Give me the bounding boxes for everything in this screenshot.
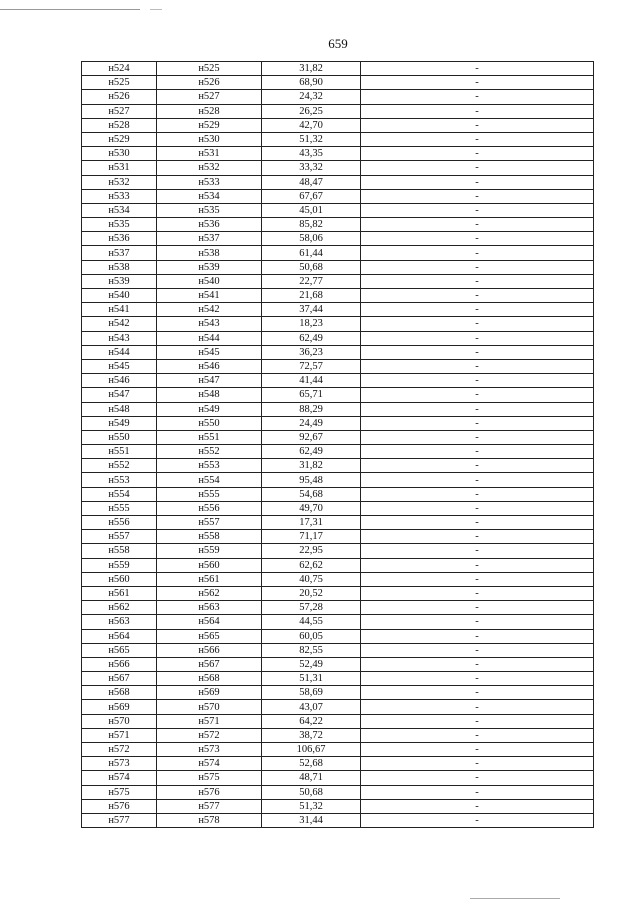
note-cell: - bbox=[361, 686, 594, 700]
note-cell: - bbox=[361, 331, 594, 345]
to-point-cell: н531 bbox=[157, 147, 262, 161]
to-point-cell: н536 bbox=[157, 218, 262, 232]
from-point-cell: н557 bbox=[82, 530, 157, 544]
to-point-cell: н556 bbox=[157, 501, 262, 515]
from-point-cell: н572 bbox=[82, 743, 157, 757]
to-point-cell: н569 bbox=[157, 686, 262, 700]
note-cell: - bbox=[361, 473, 594, 487]
table-row bbox=[82, 388, 594, 402]
to-point-cell: н545 bbox=[157, 345, 262, 359]
note-cell: - bbox=[361, 813, 594, 827]
table-row bbox=[82, 487, 594, 501]
length-cell: 36,23 bbox=[262, 345, 361, 359]
to-point-cell: н557 bbox=[157, 516, 262, 530]
length-cell: 51,31 bbox=[262, 672, 361, 686]
from-point-cell: н569 bbox=[82, 700, 157, 714]
table-row bbox=[82, 445, 594, 459]
table-row bbox=[82, 657, 594, 671]
to-point-cell: н571 bbox=[157, 714, 262, 728]
length-cell: 21,68 bbox=[262, 289, 361, 303]
from-point-cell: н548 bbox=[82, 402, 157, 416]
to-point-cell: н558 bbox=[157, 530, 262, 544]
to-point-cell: н552 bbox=[157, 445, 262, 459]
scan-edge-line-bottom bbox=[470, 898, 560, 899]
table-row bbox=[82, 317, 594, 331]
from-point-cell: н576 bbox=[82, 799, 157, 813]
length-cell: 49,70 bbox=[262, 501, 361, 515]
note-cell: - bbox=[361, 218, 594, 232]
length-cell: 92,67 bbox=[262, 430, 361, 444]
length-cell: 60,05 bbox=[262, 629, 361, 643]
to-point-cell: н534 bbox=[157, 189, 262, 203]
to-point-cell: н539 bbox=[157, 260, 262, 274]
from-point-cell: н563 bbox=[82, 615, 157, 629]
length-cell: 51,32 bbox=[262, 799, 361, 813]
from-point-cell: н562 bbox=[82, 601, 157, 615]
length-cell: 43,35 bbox=[262, 147, 361, 161]
to-point-cell: н568 bbox=[157, 672, 262, 686]
length-cell: 48,71 bbox=[262, 771, 361, 785]
table-row bbox=[82, 714, 594, 728]
length-cell: 20,52 bbox=[262, 586, 361, 600]
length-cell: 82,55 bbox=[262, 643, 361, 657]
from-point-cell: н527 bbox=[82, 104, 157, 118]
length-cell: 52,49 bbox=[262, 657, 361, 671]
from-point-cell: н566 bbox=[82, 657, 157, 671]
note-cell: - bbox=[361, 558, 594, 572]
note-cell: - bbox=[361, 274, 594, 288]
table-row bbox=[82, 728, 594, 742]
note-cell: - bbox=[361, 132, 594, 146]
length-cell: 22,95 bbox=[262, 544, 361, 558]
table-row bbox=[82, 473, 594, 487]
from-point-cell: н546 bbox=[82, 374, 157, 388]
to-point-cell: н533 bbox=[157, 175, 262, 189]
length-cell: 48,47 bbox=[262, 175, 361, 189]
to-point-cell: н548 bbox=[157, 388, 262, 402]
to-point-cell: н543 bbox=[157, 317, 262, 331]
note-cell: - bbox=[361, 62, 594, 76]
note-cell: - bbox=[361, 246, 594, 260]
from-point-cell: н547 bbox=[82, 388, 157, 402]
scan-edge-line-top-fragment bbox=[150, 9, 162, 10]
from-point-cell: н553 bbox=[82, 473, 157, 487]
length-cell: 33,32 bbox=[262, 161, 361, 175]
length-cell: 54,68 bbox=[262, 487, 361, 501]
table-row bbox=[82, 686, 594, 700]
to-point-cell: н540 bbox=[157, 274, 262, 288]
note-cell: - bbox=[361, 260, 594, 274]
table-row bbox=[82, 601, 594, 615]
note-cell: - bbox=[361, 161, 594, 175]
note-cell: - bbox=[361, 586, 594, 600]
length-cell: 37,44 bbox=[262, 303, 361, 317]
note-cell: - bbox=[361, 189, 594, 203]
table-row bbox=[82, 118, 594, 132]
note-cell: - bbox=[361, 516, 594, 530]
to-point-cell: н559 bbox=[157, 544, 262, 558]
from-point-cell: н531 bbox=[82, 161, 157, 175]
length-cell: 43,07 bbox=[262, 700, 361, 714]
from-point-cell: н573 bbox=[82, 757, 157, 771]
to-point-cell: н553 bbox=[157, 459, 262, 473]
length-cell: 17,31 bbox=[262, 516, 361, 530]
to-point-cell: н542 bbox=[157, 303, 262, 317]
table-row bbox=[82, 359, 594, 373]
table-row bbox=[82, 430, 594, 444]
from-point-cell: н529 bbox=[82, 132, 157, 146]
table-row bbox=[82, 289, 594, 303]
to-point-cell: н575 bbox=[157, 771, 262, 785]
length-cell: 64,22 bbox=[262, 714, 361, 728]
note-cell: - bbox=[361, 700, 594, 714]
from-point-cell: н539 bbox=[82, 274, 157, 288]
length-cell: 24,32 bbox=[262, 90, 361, 104]
length-cell: 18,23 bbox=[262, 317, 361, 331]
from-point-cell: н543 bbox=[82, 331, 157, 345]
length-cell: 50,68 bbox=[262, 785, 361, 799]
table-row bbox=[82, 104, 594, 118]
table-row bbox=[82, 643, 594, 657]
from-point-cell: н561 bbox=[82, 586, 157, 600]
from-point-cell: н525 bbox=[82, 76, 157, 90]
from-point-cell: н570 bbox=[82, 714, 157, 728]
table-row bbox=[82, 516, 594, 530]
length-cell: 57,28 bbox=[262, 601, 361, 615]
note-cell: - bbox=[361, 359, 594, 373]
from-point-cell: н571 bbox=[82, 728, 157, 742]
to-point-cell: н547 bbox=[157, 374, 262, 388]
note-cell: - bbox=[361, 118, 594, 132]
from-point-cell: н537 bbox=[82, 246, 157, 260]
note-cell: - bbox=[361, 90, 594, 104]
note-cell: - bbox=[361, 289, 594, 303]
table-row bbox=[82, 558, 594, 572]
length-cell: 61,44 bbox=[262, 246, 361, 260]
from-point-cell: н567 bbox=[82, 672, 157, 686]
from-point-cell: н533 bbox=[82, 189, 157, 203]
to-point-cell: н546 bbox=[157, 359, 262, 373]
table-row bbox=[82, 132, 594, 146]
from-point-cell: н577 bbox=[82, 813, 157, 827]
table-row bbox=[82, 416, 594, 430]
length-cell: 42,70 bbox=[262, 118, 361, 132]
to-point-cell: н544 bbox=[157, 331, 262, 345]
length-cell: 65,71 bbox=[262, 388, 361, 402]
to-point-cell: н537 bbox=[157, 232, 262, 246]
to-point-cell: н574 bbox=[157, 757, 262, 771]
to-point-cell: н572 bbox=[157, 728, 262, 742]
to-point-cell: н529 bbox=[157, 118, 262, 132]
length-cell: 40,75 bbox=[262, 572, 361, 586]
length-cell: 106,67 bbox=[262, 743, 361, 757]
from-point-cell: н538 bbox=[82, 260, 157, 274]
table-row bbox=[82, 175, 594, 189]
table-row bbox=[82, 771, 594, 785]
from-point-cell: н554 bbox=[82, 487, 157, 501]
length-cell: 58,06 bbox=[262, 232, 361, 246]
table-row bbox=[82, 203, 594, 217]
from-point-cell: н575 bbox=[82, 785, 157, 799]
from-point-cell: н540 bbox=[82, 289, 157, 303]
to-point-cell: н551 bbox=[157, 430, 262, 444]
note-cell: - bbox=[361, 459, 594, 473]
length-cell: 72,57 bbox=[262, 359, 361, 373]
length-cell: 44,55 bbox=[262, 615, 361, 629]
to-point-cell: н527 bbox=[157, 90, 262, 104]
note-cell: - bbox=[361, 615, 594, 629]
from-point-cell: н552 bbox=[82, 459, 157, 473]
note-cell: - bbox=[361, 175, 594, 189]
table-row bbox=[82, 672, 594, 686]
table-row bbox=[82, 743, 594, 757]
note-cell: - bbox=[361, 601, 594, 615]
note-cell: - bbox=[361, 530, 594, 544]
length-cell: 31,82 bbox=[262, 459, 361, 473]
from-point-cell: н568 bbox=[82, 686, 157, 700]
table-row bbox=[82, 572, 594, 586]
note-cell: - bbox=[361, 672, 594, 686]
to-point-cell: н541 bbox=[157, 289, 262, 303]
note-cell: - bbox=[361, 303, 594, 317]
table-row bbox=[82, 147, 594, 161]
table-row bbox=[82, 161, 594, 175]
table-row bbox=[82, 586, 594, 600]
to-point-cell: н560 bbox=[157, 558, 262, 572]
table-row bbox=[82, 785, 594, 799]
to-point-cell: н562 bbox=[157, 586, 262, 600]
to-point-cell: н561 bbox=[157, 572, 262, 586]
table-row bbox=[82, 76, 594, 90]
length-cell: 22,77 bbox=[262, 274, 361, 288]
length-cell: 95,48 bbox=[262, 473, 361, 487]
to-point-cell: н570 bbox=[157, 700, 262, 714]
note-cell: - bbox=[361, 76, 594, 90]
to-point-cell: н550 bbox=[157, 416, 262, 430]
length-cell: 24,49 bbox=[262, 416, 361, 430]
to-point-cell: н525 bbox=[157, 62, 262, 76]
note-cell: - bbox=[361, 544, 594, 558]
table-row bbox=[82, 189, 594, 203]
length-cell: 45,01 bbox=[262, 203, 361, 217]
to-point-cell: н526 bbox=[157, 76, 262, 90]
to-point-cell: н532 bbox=[157, 161, 262, 175]
from-point-cell: н556 bbox=[82, 516, 157, 530]
from-point-cell: н535 bbox=[82, 218, 157, 232]
note-cell: - bbox=[361, 657, 594, 671]
note-cell: - bbox=[361, 728, 594, 742]
length-cell: 51,32 bbox=[262, 132, 361, 146]
length-cell: 71,17 bbox=[262, 530, 361, 544]
note-cell: - bbox=[361, 487, 594, 501]
to-point-cell: н564 bbox=[157, 615, 262, 629]
from-point-cell: н560 bbox=[82, 572, 157, 586]
note-cell: - bbox=[361, 203, 594, 217]
note-cell: - bbox=[361, 445, 594, 459]
from-point-cell: н544 bbox=[82, 345, 157, 359]
length-cell: 52,68 bbox=[262, 757, 361, 771]
scan-edge-line-top bbox=[0, 9, 140, 10]
table-row bbox=[82, 799, 594, 813]
to-point-cell: н530 bbox=[157, 132, 262, 146]
length-cell: 88,29 bbox=[262, 402, 361, 416]
note-cell: - bbox=[361, 317, 594, 331]
table-row bbox=[82, 813, 594, 827]
from-point-cell: н574 bbox=[82, 771, 157, 785]
note-cell: - bbox=[361, 501, 594, 515]
length-cell: 26,25 bbox=[262, 104, 361, 118]
to-point-cell: н567 bbox=[157, 657, 262, 671]
from-point-cell: н542 bbox=[82, 317, 157, 331]
note-cell: - bbox=[361, 232, 594, 246]
from-point-cell: н550 bbox=[82, 430, 157, 444]
from-point-cell: н564 bbox=[82, 629, 157, 643]
from-point-cell: н526 bbox=[82, 90, 157, 104]
from-point-cell: н530 bbox=[82, 147, 157, 161]
note-cell: - bbox=[361, 374, 594, 388]
table-row bbox=[82, 544, 594, 558]
length-cell: 68,90 bbox=[262, 76, 361, 90]
to-point-cell: н549 bbox=[157, 402, 262, 416]
table-row bbox=[82, 274, 594, 288]
note-cell: - bbox=[361, 785, 594, 799]
table-row bbox=[82, 331, 594, 345]
length-cell: 85,82 bbox=[262, 218, 361, 232]
from-point-cell: н532 bbox=[82, 175, 157, 189]
note-cell: - bbox=[361, 714, 594, 728]
length-cell: 62,62 bbox=[262, 558, 361, 572]
table-row bbox=[82, 303, 594, 317]
note-cell: - bbox=[361, 147, 594, 161]
table-row bbox=[82, 90, 594, 104]
note-cell: - bbox=[361, 430, 594, 444]
table-row bbox=[82, 629, 594, 643]
from-point-cell: н541 bbox=[82, 303, 157, 317]
to-point-cell: н535 bbox=[157, 203, 262, 217]
note-cell: - bbox=[361, 643, 594, 657]
to-point-cell: н565 bbox=[157, 629, 262, 643]
to-point-cell: н578 bbox=[157, 813, 262, 827]
to-point-cell: н554 bbox=[157, 473, 262, 487]
length-cell: 62,49 bbox=[262, 331, 361, 345]
from-point-cell: н565 bbox=[82, 643, 157, 657]
table-row bbox=[82, 757, 594, 771]
length-cell: 41,44 bbox=[262, 374, 361, 388]
table-row bbox=[82, 459, 594, 473]
length-cell: 62,49 bbox=[262, 445, 361, 459]
from-point-cell: н534 bbox=[82, 203, 157, 217]
note-cell: - bbox=[361, 629, 594, 643]
table-body bbox=[82, 62, 594, 828]
note-cell: - bbox=[361, 104, 594, 118]
to-point-cell: н528 bbox=[157, 104, 262, 118]
to-point-cell: н563 bbox=[157, 601, 262, 615]
note-cell: - bbox=[361, 572, 594, 586]
to-point-cell: н577 bbox=[157, 799, 262, 813]
table-row bbox=[82, 615, 594, 629]
from-point-cell: н528 bbox=[82, 118, 157, 132]
to-point-cell: н573 bbox=[157, 743, 262, 757]
table-row bbox=[82, 700, 594, 714]
table-row bbox=[82, 218, 594, 232]
from-point-cell: н524 bbox=[82, 62, 157, 76]
note-cell: - bbox=[361, 799, 594, 813]
table-row bbox=[82, 246, 594, 260]
from-point-cell: н549 bbox=[82, 416, 157, 430]
note-cell: - bbox=[361, 345, 594, 359]
note-cell: - bbox=[361, 757, 594, 771]
to-point-cell: н576 bbox=[157, 785, 262, 799]
table-row bbox=[82, 374, 594, 388]
note-cell: - bbox=[361, 388, 594, 402]
note-cell: - bbox=[361, 771, 594, 785]
table-row bbox=[82, 232, 594, 246]
page-number: 659 bbox=[328, 36, 348, 51]
boundary-segments-table bbox=[81, 61, 594, 828]
table-row bbox=[82, 501, 594, 515]
from-point-cell: н545 bbox=[82, 359, 157, 373]
length-cell: 31,82 bbox=[262, 62, 361, 76]
table-row bbox=[82, 345, 594, 359]
note-cell: - bbox=[361, 402, 594, 416]
length-cell: 50,68 bbox=[262, 260, 361, 274]
length-cell: 67,67 bbox=[262, 189, 361, 203]
length-cell: 31,44 bbox=[262, 813, 361, 827]
from-point-cell: н558 bbox=[82, 544, 157, 558]
from-point-cell: н559 bbox=[82, 558, 157, 572]
to-point-cell: н555 bbox=[157, 487, 262, 501]
length-cell: 38,72 bbox=[262, 728, 361, 742]
note-cell: - bbox=[361, 743, 594, 757]
to-point-cell: н538 bbox=[157, 246, 262, 260]
from-point-cell: н536 bbox=[82, 232, 157, 246]
table-row bbox=[82, 62, 594, 76]
from-point-cell: н555 bbox=[82, 501, 157, 515]
table-row bbox=[82, 530, 594, 544]
from-point-cell: н551 bbox=[82, 445, 157, 459]
table-row bbox=[82, 260, 594, 274]
to-point-cell: н566 bbox=[157, 643, 262, 657]
table-row bbox=[82, 402, 594, 416]
note-cell: - bbox=[361, 416, 594, 430]
length-cell: 58,69 bbox=[262, 686, 361, 700]
